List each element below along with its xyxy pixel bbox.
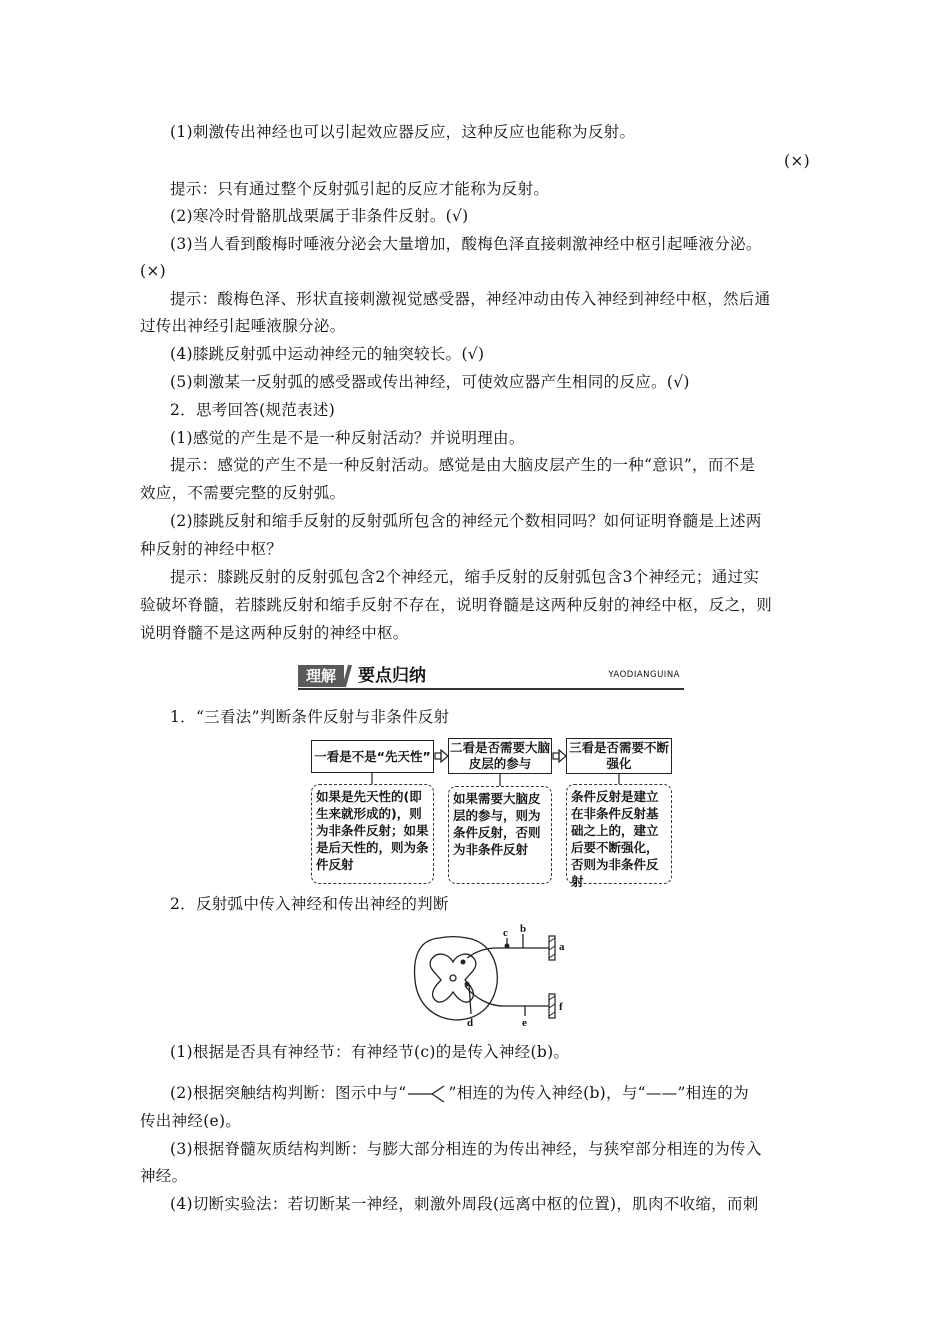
text-line: 传出神经(e)。 [140,1112,242,1130]
text-part: ”相连的为传入神经(b)，与“——”相连的为 [448,1084,749,1102]
text-line: (2)寒冷时骨骼肌战栗属于非条件反射。(√) [170,207,469,225]
text-part: (2)根据突触结构判断：图示中与“ [170,1084,407,1102]
arrow-1-head-icon [441,750,448,762]
text-line: (4)切断实验法：若切断某一神经，刺激外周段(远离中枢的位置)，肌肉不收缩，而刺 [170,1195,759,1213]
label-c: c [503,927,508,939]
text-line: 验破坏脊髓，若膝跳反射和缩手反射不存在，说明脊髓是这两种反射的神经中枢，反之，则 [140,596,773,614]
text-line [170,1082,749,1104]
label-a: a [559,941,565,953]
synapse-symbol-icon [406,1084,448,1104]
text-line: (3)根据脊髓灰质结构判断：与膨大部分相连的为传出神经，与狭窄部分相连的为传入 [170,1140,762,1158]
text-line: 神经。 [140,1167,188,1185]
banner-tag: 理解 [298,665,344,687]
hint-line: 提示：膝跳反射的反射弧包含2个神经元，缩手反射的反射弧包含3个神经元；通过实 [170,568,760,586]
neuron-body-icon [461,960,466,965]
text-line: (5)刺激某一反射弧的感受器或传出神经，可使效应器产生相同的反应。(√) [170,373,690,391]
hint-line: 提示：酸梅色泽、形状直接刺激视觉感受器，神经冲动由传入神经到神经中枢，然后通 [170,290,771,308]
section-heading: 2．反射弧中传入神经和传出神经的判断 [170,895,449,913]
answer-mark: (×) [784,152,810,170]
text-line: (1)根据是否具有神经节：有神经节(c)的是传入神经(b)。 [170,1043,570,1061]
section-heading: 1．“三看法”判断条件反射与非条件反射 [170,708,450,726]
hint-line: 提示：感觉的产生不是一种反射活动。感觉是由大脑皮层产生的一种“意识”，而不是 [170,456,756,474]
central-canal [450,975,456,981]
efferent-nerve-e [465,986,551,1006]
flow-box-1: 一看是不是“先天性” [311,740,434,773]
banner-subtitle: YAODIANGUINA [608,670,680,680]
text-line: 效应，不需要完整的反射弧。 [140,484,346,502]
hint-line: 提示：只有通过整个反射弧引起的反应才能称为反射。 [170,180,550,198]
ganglion-c-icon [505,944,510,949]
text-line: (1)感觉的产生是不是一种反射活动？并说明理由。 [170,429,525,447]
arrow-1-icon [435,753,441,759]
flow-note-2: 如果需要大脑皮层的参与，则为条件反射，否则为非条件反射 [448,786,552,884]
flow-box-3: 三看是否需要不断强化 [566,738,672,774]
label-d: d [467,1017,474,1029]
arrow-2-head-icon [559,750,566,762]
label-e: e [522,1017,527,1029]
text-line: 种反射的神经中枢？ [140,540,283,558]
synapse-icon [465,982,470,987]
text-line: (1)刺激传出神经也可以引起效应器反应，这种反应也能称为反射。 [170,123,636,141]
text-line: (4)膝跳反射弧中运动神经元的轴突较长。(√) [170,345,485,363]
arrow-2-icon [553,753,559,759]
flow-box-2: 二看是否需要大脑皮层的参与 [448,738,552,774]
gray-matter [430,954,476,1002]
reflex-arc-diagram [405,920,585,1032]
text-line: 过传出神经引起唾液腺分泌。 [140,317,346,335]
text-line: 说明脊髓不是这两种反射的神经中枢。 [140,624,409,642]
label-b: b [520,923,527,935]
answer-mark: (×) [140,262,166,280]
flow-note-1: 如果是先天性的(即生来就形成的)，则为非条件反射；如果是后天性的，则为条件反射 [311,784,434,884]
d-pointer [469,984,471,1014]
text-line: (3)当人看到酸梅时唾液分泌会大量增加，酸梅色泽直接刺激神经中枢引起唾液分泌。 [170,235,762,253]
flow-note-3: 条件反射是建立在非条件反射基础之上的，建立后要不断强化，否则为非条件反射 [566,784,672,884]
afferent-nerve-b [467,948,551,958]
text-line: (2)膝跳反射和缩手反射的反射弧所包含的神经元个数相同吗？如何证明脊髓是上述两 [170,512,762,530]
label-f: f [559,1001,563,1013]
section-heading: 2．思考回答(规范表述) [170,401,336,419]
banner-title: 要点归纳 [358,666,426,686]
